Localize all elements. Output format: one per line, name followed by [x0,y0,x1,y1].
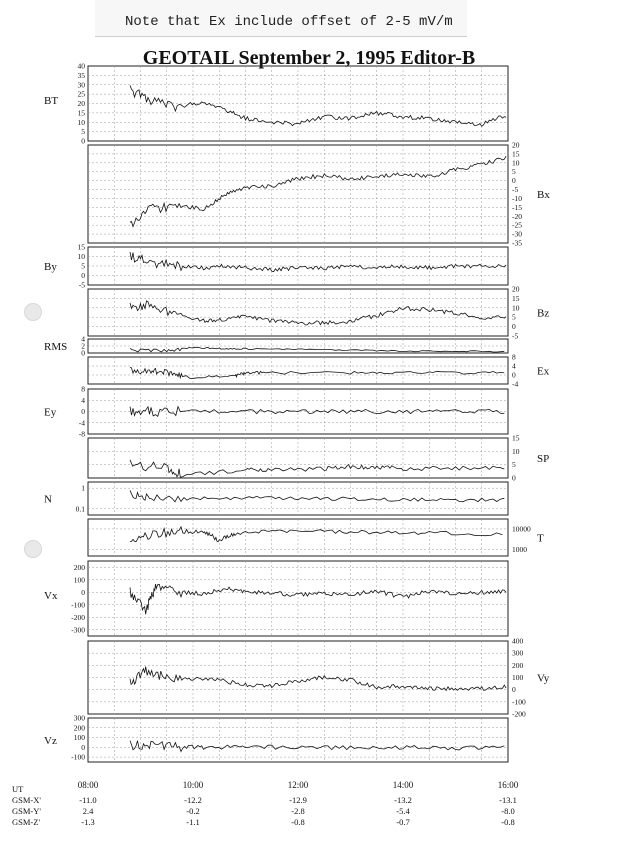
tick-label-bt: 0 [81,136,85,146]
tick-label-vy: 300 [512,648,524,658]
tick-label-bt: 25 [77,89,85,99]
x-tick-gsm-y: -5.4 [396,806,410,816]
x-tick-gsm-x: -11.0 [79,795,97,805]
tick-label-bx: 10 [512,158,520,168]
x-tick-gsm-y: -2.8 [291,806,305,816]
tick-label-sp: 10 [512,446,520,456]
tick-label-ey: 4 [81,395,85,405]
tick-label-vx: -300 [71,625,85,635]
panel-label-vz: Vz [44,735,57,747]
x-row-label: GSM-Z' [12,817,40,827]
tick-label-rms: 4 [81,334,85,344]
panel-label-vx: Vx [44,590,58,602]
tick-label-bt: 5 [81,127,85,137]
tick-label-bx: -25 [512,220,522,230]
series-trace-bt [130,86,506,127]
tick-label-t: 10000 [512,524,531,534]
tick-label-bt: 30 [77,80,85,90]
x-tick-gsm-y: -8.0 [501,806,515,816]
panel-label-ex: Ex [537,365,550,378]
tick-label-sp: 5 [512,460,516,470]
tick-label-by: 10 [77,252,85,261]
x-tick-time: 12:00 [287,780,309,790]
tick-label-vz: 300 [73,713,85,723]
x-tick-gsm-z: -1.1 [186,817,200,827]
tick-label-bt: 20 [77,99,85,108]
x-row-label: GSM-Y' [12,806,41,816]
tick-label-bz: 20 [512,284,520,294]
tick-label-n: 1 [81,483,85,493]
x-tick-gsm-z: -1.3 [81,817,95,827]
series-trace-n [130,490,504,501]
panel-label-n: N [44,493,52,506]
tick-label-by: 15 [77,242,85,252]
x-tick-gsm-y: -0.2 [186,806,200,816]
panel-label-bt: BT [44,95,59,107]
tick-label-bz: 0 [512,322,516,332]
tick-label-vx: -200 [71,612,85,622]
tick-label-ey: 8 [81,384,85,394]
tick-label-by: 0 [81,271,85,280]
chart-title: GEOTAIL September 2, 1995 Editor-B [142,47,476,69]
tick-label-ey: 0 [81,407,85,416]
tick-label-bz: -5 [512,331,519,341]
series-trace-bx [130,156,506,226]
tick-label-ex: 8 [512,352,516,362]
tick-label-bx: 0 [512,176,516,186]
x-tick-time: 08:00 [77,780,99,790]
panel-label-ey: Ey [44,406,57,419]
tick-label-rms: 0 [81,348,85,358]
panel-label-bz: Bz [537,307,550,320]
series-trace-by [130,252,506,272]
tick-label-bt: 40 [77,61,85,71]
tick-label-by: 5 [81,261,85,271]
series-trace-bz [130,301,506,325]
tick-label-sp: 15 [512,433,520,443]
tick-label-bx: -35 [512,238,522,248]
panel-label-by: By [44,261,57,273]
x-tick-gsm-z: -0.8 [291,817,305,827]
tick-label-bz: 15 [512,293,520,303]
annotation-note: Note that Ex include offset of 2-5 mV/m [125,14,453,30]
x-row-label: GSM-X' [12,795,41,805]
tick-label-bx: -10 [512,193,522,203]
tick-label-bz: 5 [512,312,516,322]
tick-label-vy: 100 [512,673,524,682]
tick-label-ey: -8 [78,429,85,439]
tick-label-by: -5 [78,280,85,290]
panel-label-sp: SP [537,453,550,465]
tick-label-vz: 200 [73,723,85,733]
panel-label-vy: Vy [537,672,550,685]
x-tick-time: 16:00 [497,780,519,790]
tick-label-ex: 0 [512,370,516,380]
x-tick-gsm-x: -13.2 [394,795,412,805]
tick-label-bx: 20 [512,140,520,150]
series-trace-ex [130,367,504,378]
tick-label-bt: 10 [77,117,85,127]
tick-label-bt: 15 [77,108,85,118]
x-tick-gsm-x: -12.9 [289,795,307,805]
x-tick-gsm-y: 2.4 [82,806,94,816]
series-trace-rms [130,347,504,352]
panel-label-t: T [537,532,544,545]
tick-label-vz: 0 [81,742,85,752]
x-tick-gsm-x: -12.2 [184,795,202,805]
series-trace-vx [130,584,506,614]
tick-label-vy: -200 [512,709,526,719]
x-tick-gsm-z: -0.7 [396,817,410,827]
x-tick-time: 14:00 [392,780,414,790]
series-trace-sp [130,460,504,477]
series-trace-vy [130,667,506,691]
tick-label-vx: -100 [71,600,85,610]
tick-label-bx: -5 [512,185,519,195]
tick-label-bx: 5 [512,167,516,177]
x-tick-time: 10:00 [182,780,204,790]
panel-label-rms: RMS [44,341,68,353]
tick-label-bt: 35 [77,70,85,80]
tick-label-vz: -100 [71,752,85,762]
tick-label-bx: -15 [512,202,522,212]
tick-label-ex: -4 [512,379,519,389]
tick-label-vx: 200 [73,562,85,572]
series-trace-vz [130,741,504,752]
tick-label-vy: 400 [512,636,524,646]
tick-label-bx: -30 [512,229,522,239]
tick-label-vz: 100 [73,733,85,743]
tick-label-vx: 100 [73,575,85,585]
x-row-label: UT [12,784,24,794]
tick-label-t: 1000 [512,545,527,555]
tick-label-sp: 0 [512,473,516,483]
x-tick-gsm-x: -13.1 [499,795,517,805]
tick-label-vy: 200 [512,660,524,670]
tick-label-vx: 0 [81,587,85,597]
tick-label-bx: 15 [512,149,520,159]
tick-label-bx: -20 [512,211,522,221]
tick-label-rms: 2 [81,341,85,351]
x-tick-gsm-z: -0.8 [501,817,515,827]
tick-label-ey: -4 [78,418,85,428]
tick-label-vy: 0 [512,685,516,695]
tick-label-n: 0.1 [75,504,85,514]
tick-label-vy: -100 [512,697,526,707]
tick-label-ex: 4 [512,361,516,371]
tick-label-bz: 10 [512,303,520,313]
panel-label-bx: Bx [537,189,550,201]
